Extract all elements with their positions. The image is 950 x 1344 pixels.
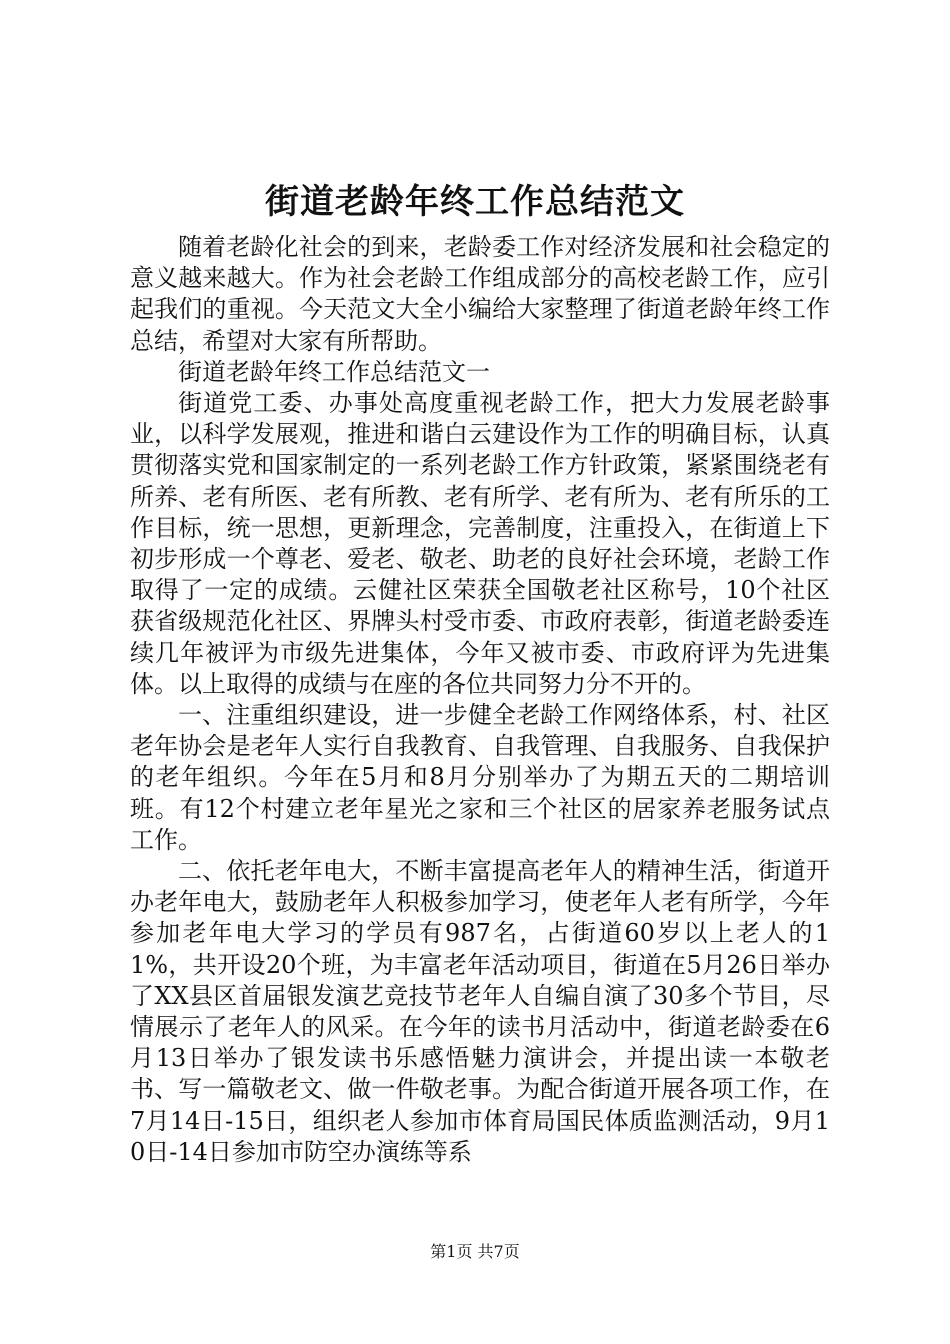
page-footer: 第1页 共7页	[430, 1242, 520, 1261]
section-heading: 街道老龄年终工作总结范文一	[178, 357, 490, 386]
intro-paragraph: 随着老龄化社会的到来，老龄委工作对经济发展和社会稳定的意义越来越大。作为社会老龄工作组成部分的高校老龄工作，应引起我们的重视。今天范文大全小编给大家整理了街道老龄年终工作总结，希望对大家有所帮助。	[130, 233, 830, 355]
body-paragraph: 街道党工委、办事处高度重视老龄工作，把大力发展老龄事业，以科学发展观，推进和谐白云建设作为工作的明确目标，认真贯彻落实党和国家制定的一系列老龄工作方针政策，紧紧围绕老有所养、老有所医、老有所教、老有所学、老有所为、老有所乐的工作目标，统一思想，更新理念，完善制度，注重投入，在街道上下初步形成一个尊老、爱老、敬老、助老的良好社会环境，老龄工作取得了一定的成绩。云健社区荣获全国敬老社区称号，10个社区获省级规范化社区、界牌头村受市委、市政府表彰，街道老龄委连续几年被评为市级先进集体，今年又被市委、市政府评为先进集体。以上取得的成绩与在座的各位共同努力分不开的。	[130, 389, 830, 698]
body-paragraph: 一、注重组织建设，进一步健全老龄工作网络体系，村、社区老年协会是老年人实行自我教育、自我管理、自我服务、自我保护的老年组织。今年在5月和8月分别举办了为期五天的二期培训班。有12个村建立老年星光之家和三个社区的居家养老服务试点工作。	[130, 701, 830, 854]
document-title: 街道老龄年终工作总结范文	[265, 182, 685, 222]
document-body	[130, 232, 830, 1168]
body-paragraph: 二、依托老年电大，不断丰富提高老年人的精神生活，街道开办老年电大，鼓励老年人积极参加学习，使老年人老有所学，今年参加老年电大学习的学员有987名，占街道60岁以上老人的11%，共开设20个班，为丰富老年活动项目，街道在5月26日举办了XX县区首届银发演艺竞技节老年人自编自演了30多个节目，尽情展示了老年人的风采。在今年的读书月活动中，街道老龄委在6月13日举办了银发读书乐感悟魅力演讲会，并提出读一本敬老书、写一篇敬老文、做一件敬老事。为配合街道开展各项工作，在7月14日-15日，组织老人参加市体育局国民体质监测活动，9月10日-14日参加市防空办演练等系	[130, 857, 830, 1166]
